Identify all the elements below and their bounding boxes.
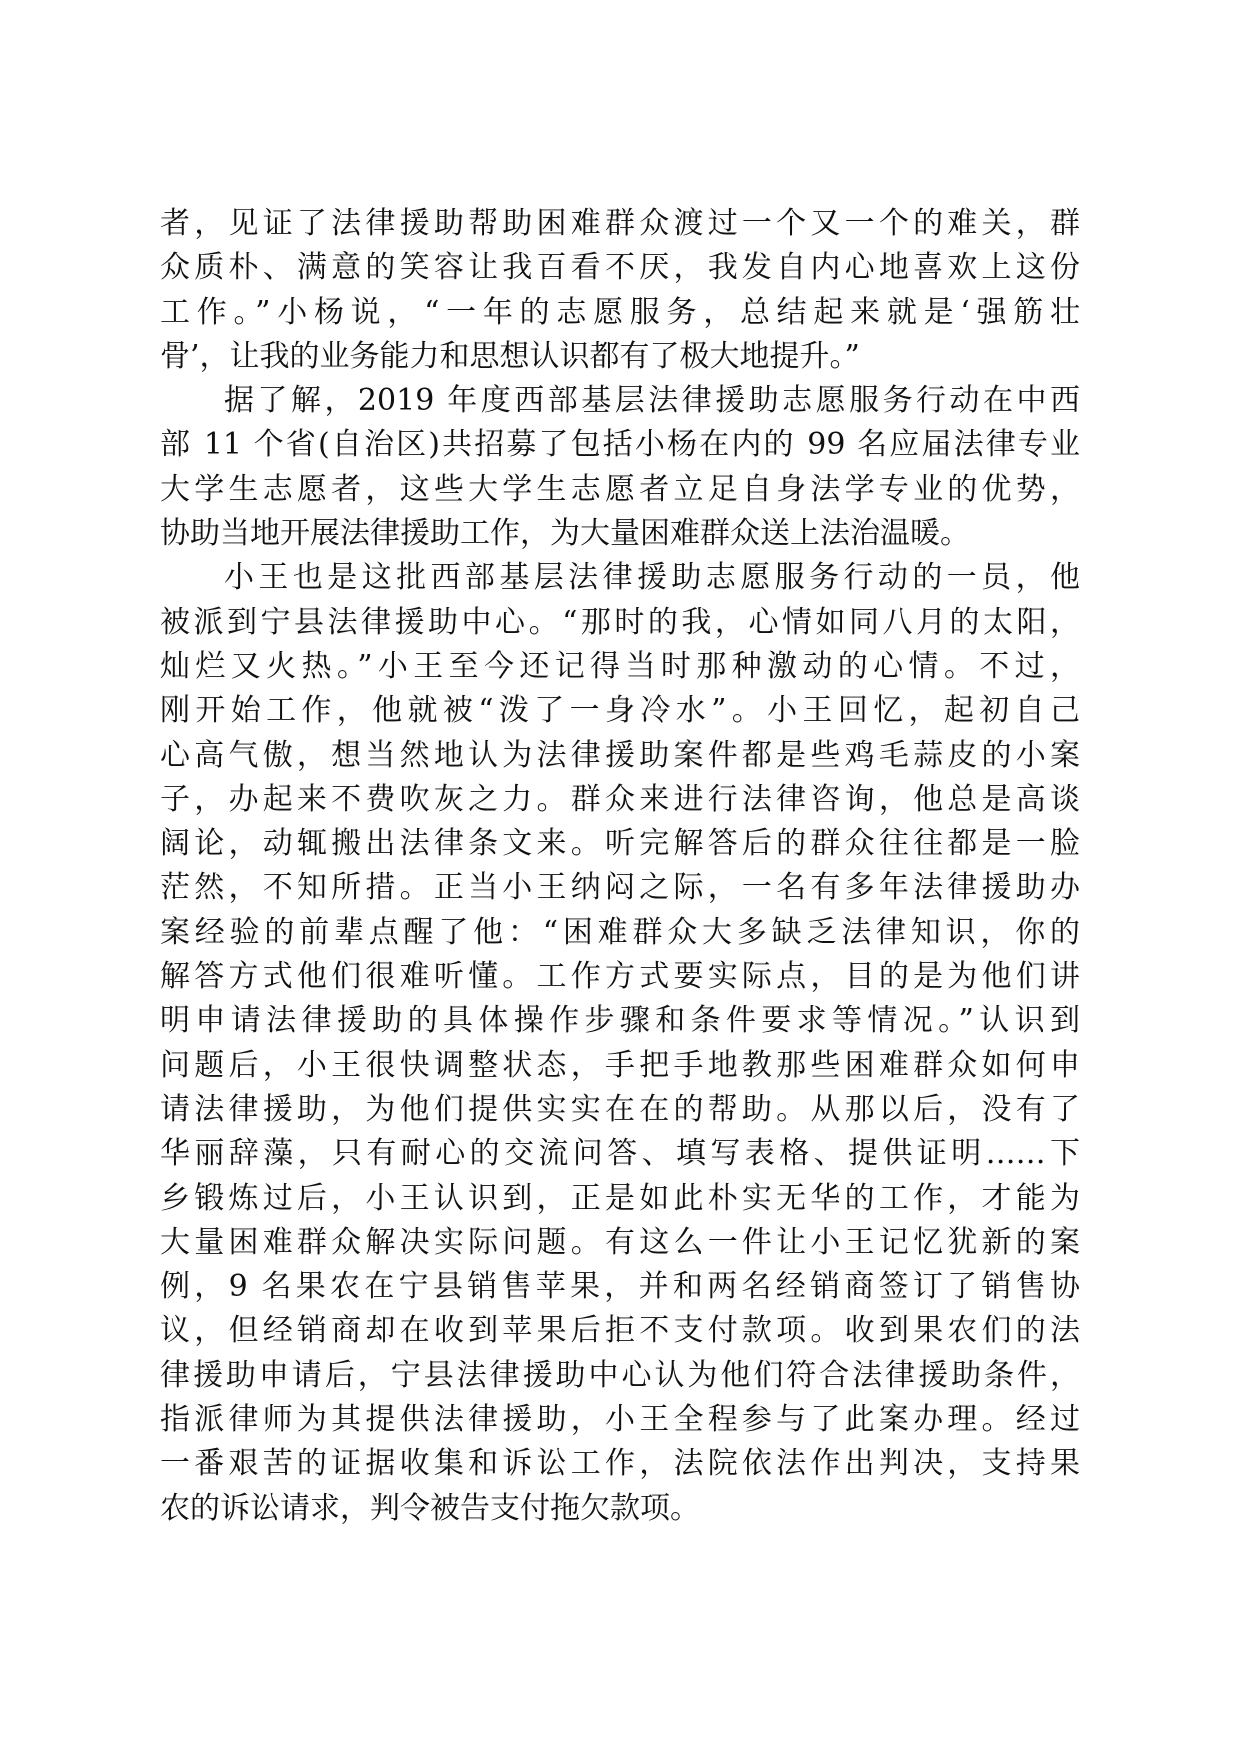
text-line: 部 11 个省(自治区)共招募了包括小杨在内的 99 名应届法律专业 bbox=[160, 427, 1080, 463]
text-line: 一番艰苦的证据收集和诉讼工作，法院依法作出判决，支持果 bbox=[160, 1446, 1080, 1482]
text-line: 刚开始工作，他就被“泼了一身冷水”。小王回忆，起初自己 bbox=[160, 693, 1080, 729]
text-line: 问题后，小王很快调整状态，手把手地教那些困难群众如何申 bbox=[160, 1047, 1080, 1083]
text-line: 工作。”小杨说，“一年的志愿服务，总结起来就是‘强筋壮 bbox=[160, 294, 1080, 330]
text-line: 大学生志愿者，这些大学生志愿者立足自身法学专业的优势， bbox=[160, 471, 1080, 507]
text-line: 协助当地开展法律援助工作，为大量困难群众送上法治温暖。 bbox=[160, 516, 970, 552]
text-line: 明申请法律援助的具体操作步骤和条件要求等情况。”认识到 bbox=[160, 1003, 1080, 1039]
text-line: 大量困难群众解决实际问题。有这么一件让小王记忆犹新的案 bbox=[160, 1224, 1080, 1260]
text-line: 子，办起来不费吹灰之力。群众来进行法律咨询，他总是高谈 bbox=[160, 781, 1080, 817]
text-line: 案经验的前辈点醒了他：“困难群众大多缺乏法律知识，你的 bbox=[160, 914, 1080, 950]
text-line: 者，见证了法律援助帮助困难群众渡过一个又一个的难关，群 bbox=[160, 206, 1080, 241]
text-line: 指派律师为其提供法律援助，小王全程参与了此案办理。经过 bbox=[160, 1402, 1080, 1438]
text-line: 议，但经销商却在收到苹果后拒不支付款项。收到果农们的法 bbox=[160, 1313, 1080, 1349]
text-line: 解答方式他们很难听懂。工作方式要实际点，目的是为他们讲 bbox=[160, 959, 1080, 995]
text-line: 骨’，让我的业务能力和思想认识都有了极大地提升。” bbox=[160, 338, 860, 374]
paragraph-start-line: 小王也是这批西部基层法律援助志愿服务行动的一员，他 bbox=[224, 560, 1080, 596]
text-line: 乡锻炼过后，小王认识到，正是如此朴实无华的工作，才能为 bbox=[160, 1180, 1080, 1216]
text-line: 请法律援助，为他们提供实实在在的帮助。从那以后，没有了 bbox=[160, 1091, 1080, 1127]
text-line: 众质朴、满意的笑容让我百看不厌，我发自内心地喜欢上这份 bbox=[160, 250, 1080, 286]
article-body bbox=[160, 202, 1080, 1531]
text-line: 茫然，不知所措。正当小王纳闷之际，一名有多年法律援助办 bbox=[160, 870, 1080, 906]
text-line: 律援助申请后，宁县法律援助中心认为他们符合法律援助条件， bbox=[160, 1357, 1080, 1393]
text-line: 灿烂又火热。”小王至今还记得当时那种激动的心情。不过， bbox=[160, 648, 1080, 684]
text-line: 心高气傲，想当然地认为法律援助案件都是些鸡毛蒜皮的小案 bbox=[160, 737, 1080, 773]
text-line: 农的诉讼请求，判令被告支付拖欠款项。 bbox=[160, 1490, 700, 1526]
text-line: 例，9 名果农在宁县销售苹果，并和两名经销商签订了销售协 bbox=[160, 1269, 1080, 1305]
text-line: 阔论，动辄搬出法律条文来。听完解答后的群众往往都是一脸 bbox=[160, 826, 1080, 862]
text-line: 华丽辞藻，只有耐心的交流问答、填写表格、提供证明……下 bbox=[160, 1136, 1080, 1172]
text-line: 被派到宁县法律援助中心。“那时的我，心情如同八月的太阳， bbox=[160, 604, 1080, 640]
paragraph-start-line: 据了解，2019 年度西部基层法律援助志愿服务行动在中西 bbox=[224, 383, 1080, 419]
